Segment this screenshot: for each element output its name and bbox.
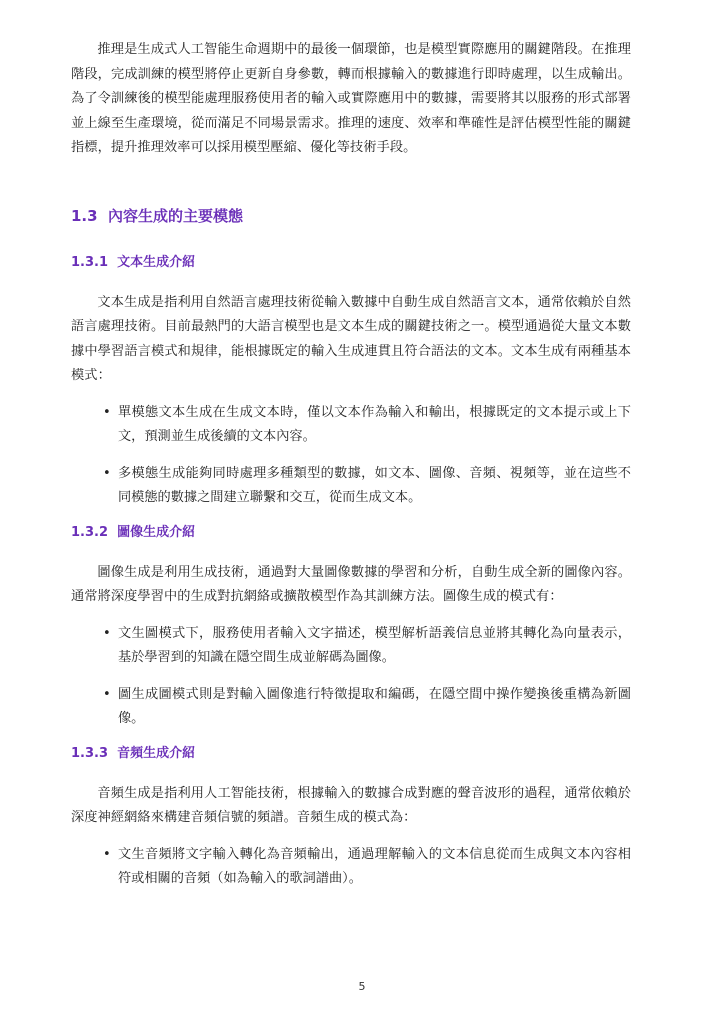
bullet-icon: • — [103, 465, 111, 481]
list-item — [71, 683, 631, 732]
intro-paragraph: 推理是生成式人工智能生命週期中的最後一個環節，也是模型實際應用的關鍵階段。在推理階段，完成訓練的模型將停止更新自身參數，轉而根據輸入的數據進行即時處理，以生成輸出。為了令訓練後的模型能處理服務使用者的輸入或實際應用中的數據，需要將其以服務的形式部署並上線至生產環境，從而滿足不同場景需求。推理的速度、效率和準確性是評估模型性能的關鍵指標，提升推理效率可以採用模型壓縮、優化等技術手段。 — [71, 42, 631, 155]
bullet-icon: • — [103, 686, 111, 702]
section-number: 1.3 — [71, 206, 98, 225]
subsection-title: 音頻生成介紹 — [117, 745, 196, 761]
list-item-text: 文生音頻將文字輸入轉化為音頻輸出，通過理解輸入的文本信息從而生成與文本內容相符或相關的音頻（如為輸入的歌詞譜曲）。 — [118, 846, 631, 886]
bullet-icon: • — [103, 404, 111, 420]
page-content — [71, 38, 631, 904]
text-generation-bullet-list — [71, 401, 631, 511]
image-generation-bullet-list — [71, 622, 631, 732]
subsection-title: 文本生成介紹 — [117, 254, 196, 270]
image-generation-paragraph: 圖像生成是利用生成技術，通過對大量圖像數據的學習和分析，自動生成全新的圖像內容。通常將深度學習中的生成對抗網絡或擴散模型作為其訓練方法。圖像生成的模式有： — [71, 564, 631, 604]
list-item — [71, 401, 631, 450]
section-heading — [71, 205, 631, 227]
page-number: 5 — [358, 980, 366, 993]
list-item — [71, 462, 631, 511]
list-item-text: 單模態文本生成在生成文本時，僅以文本作為輸入和輸出，根據既定的文本提示或上下文，預測並生成後續的文本內容。 — [118, 404, 631, 444]
bullet-icon: • — [103, 625, 111, 641]
subsection-number: 1.3.3 — [71, 745, 109, 761]
bullet-icon: • — [103, 846, 111, 862]
subsection-title: 圖像生成介紹 — [117, 524, 196, 540]
list-item — [71, 622, 631, 671]
subsection-heading-image-generation — [71, 523, 631, 543]
text-generation-paragraph: 文本生成是指利用自然語言處理技術從輸入數據中自動生成自然語言文本，通常依賴於自然語言處理技術。目前最熱門的大語言模型也是文本生成的關鍵技術之一。模型通過從大量文本數據中學習語言模式和規律，能根據既定的輸入生成連貫且符合語法的文本。文本生成有兩種基本模式： — [71, 294, 631, 383]
list-item-text: 文生圖模式下，服務使用者輸入文字描述，模型解析語義信息並將其轉化為向量表示，基於學習到的知識在隱空間生成並解碼為圖像。 — [118, 625, 631, 665]
subsection-heading-text-generation — [71, 253, 631, 273]
subsection-number: 1.3.1 — [71, 254, 109, 270]
list-item — [71, 843, 631, 892]
audio-generation-paragraph: 音頻生成是指利用人工智能技術，根據輸入的數據合成對應的聲音波形的過程，通常依賴於深度神經網絡來構建音頻信號的頻譜。音頻生成的模式為： — [71, 785, 631, 825]
list-item-text: 圖生成圖模式則是對輸入圖像進行特徵提取和編碼，在隱空間中操作變換後重構為新圖像。 — [118, 686, 631, 726]
audio-generation-bullet-list — [71, 843, 631, 892]
list-item-text: 多模態生成能夠同時處理多種類型的數據，如文本、圖像、音頻、視頻等，並在這些不同模態的數據之間建立聯繫和交互，從而生成文本。 — [118, 465, 631, 505]
subsection-heading-audio-generation — [71, 744, 631, 764]
subsection-number: 1.3.2 — [71, 524, 109, 540]
section-title: 內容生成的主要模態 — [108, 206, 244, 225]
